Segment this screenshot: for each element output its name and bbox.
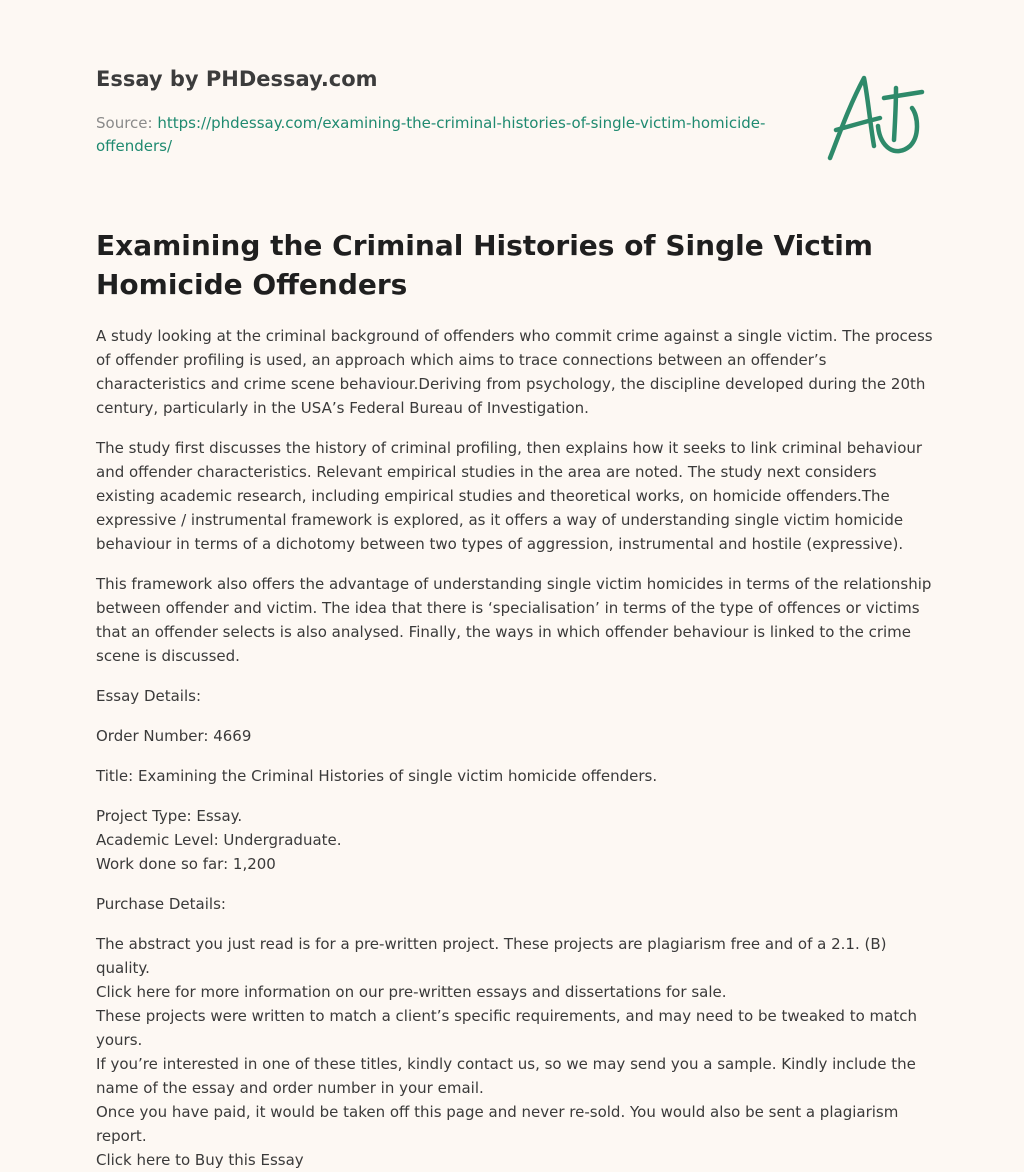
purchase-line-more-info[interactable]: Click here for more information on our pre-written essays and dissertations for sale. — [96, 983, 727, 1001]
essay-details-label: Essay Details: — [96, 687, 201, 705]
source-label: Source: — [96, 114, 153, 132]
paragraph-2: The study first discusses the history of criminal profiling, then explains how it seeks to link criminal behaviour and offender characteristics. Relevant empirical studies in the area are noted. The study next considers existing academic research, including empirical studies and theoretical works, on homicide offenders.The expressive / instrumental framework is explored, as it offers a way of understanding single victim homicide behaviour in terms of a dichotomy between two types of aggression, instrumental and hostile (expressive). — [96, 439, 923, 553]
purchase-line-payment: Once you have paid, it would be taken off this page and never re-sold. You would also be sent a plagiarism report. — [96, 1103, 899, 1145]
article-body — [96, 324, 936, 1172]
purchase-details-label: Purchase Details: — [96, 895, 226, 913]
project-type: Project Type: Essay. — [96, 807, 243, 825]
purchase-line-contact: If you’re interested in one of these titles, kindly contact us, so we may send you a sample. Kindly include the name of the essay and order number in your email. — [96, 1055, 916, 1097]
essay-title-line: Title: Examining the Criminal Histories of single victim homicide offenders. — [96, 767, 658, 785]
purchase-lines — [96, 932, 936, 1172]
source-line — [96, 112, 796, 158]
buy-essay-link[interactable]: Click here to Buy this Essay — [96, 1151, 304, 1169]
brand-title: Essay by PHDessay.com — [96, 67, 378, 91]
work-done: Work done so far: 1,200 — [96, 855, 276, 873]
project-details — [96, 804, 936, 876]
order-number: Order Number: 4669 — [96, 727, 252, 745]
purchase-line-requirements: These projects were written to match a client’s specific requirements, and may need to be tweaked to match yours. — [96, 1007, 917, 1049]
a-plus-logo-icon — [824, 68, 928, 164]
paragraph-1: A study looking at the criminal background of offenders who commit crime against a single victim. The process of offender profiling is used, an approach which aims to trace connections between an offender’s characteristics and crime scene behaviour.Deriving from psychology, the discipline developed during the 20th century, particularly in the USA’s Federal Bureau of Investigation. — [96, 327, 933, 417]
article-title: Examining the Criminal Histories of Single Victim Homicide Offenders — [96, 229, 873, 301]
purchase-line-quality: The abstract you just read is for a pre-written project. These projects are plagiarism free and of a 2.1. (B) quality. — [96, 935, 887, 977]
paragraph-3: This framework also offers the advantage of understanding single victim homicides in terms of the relationship between offender and victim. The idea that there is ‘specialisation’ in terms of the type of offences or victims that an offender selects is also analysed. Finally, the ways in which offender behaviour is linked to the crime scene is discussed. — [96, 575, 932, 665]
source-link[interactable]: https://phdessay.com/examining-the-criminal-histories-of-single-victim-homicide-offenders/ — [96, 114, 766, 155]
academic-level: Academic Level: Undergraduate. — [96, 831, 342, 849]
